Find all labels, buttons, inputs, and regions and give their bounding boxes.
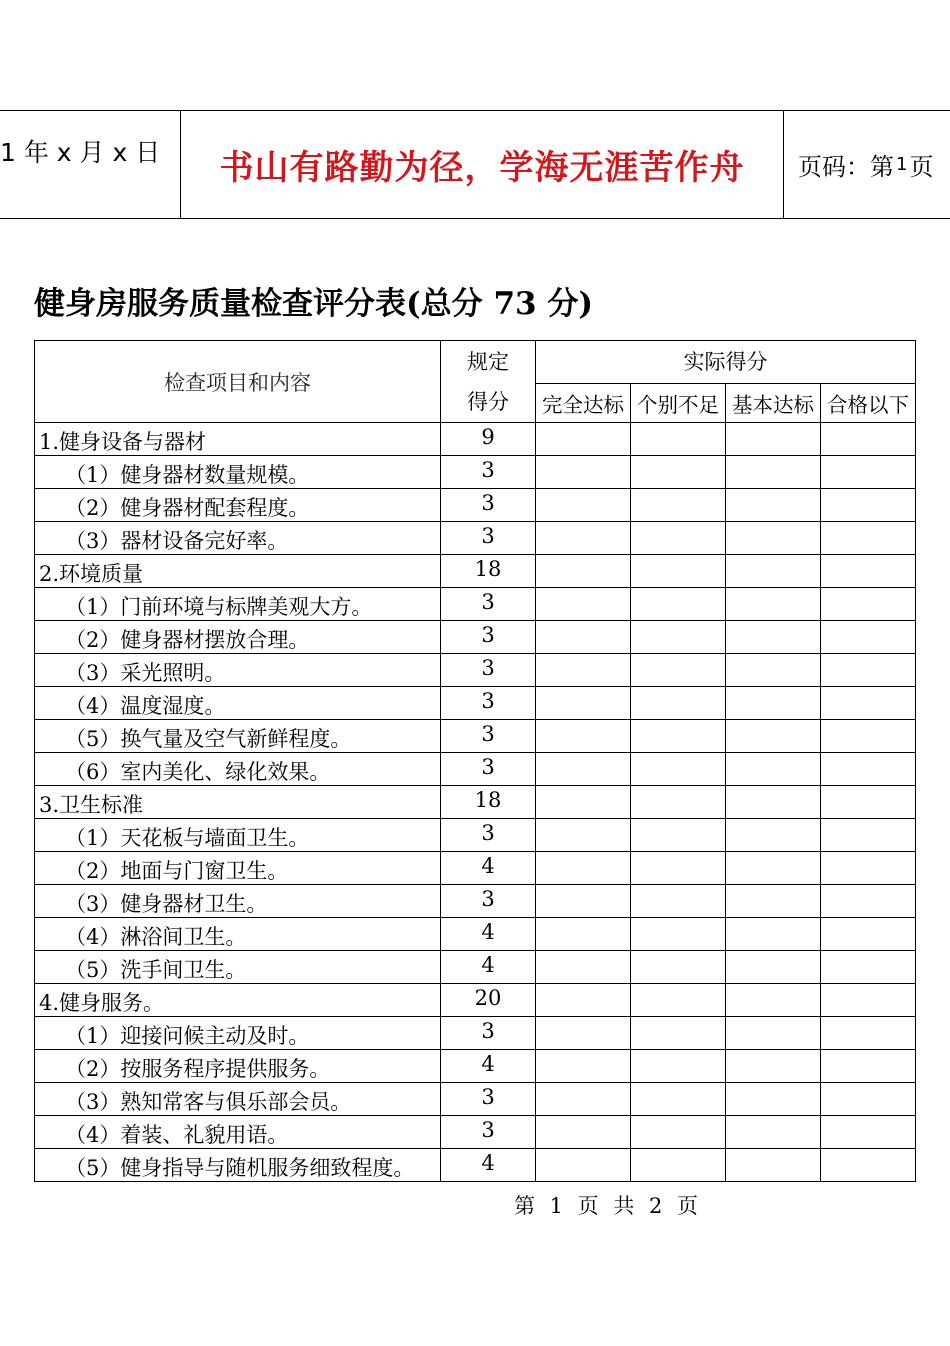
score-cell[interactable]: [536, 555, 631, 588]
table-row: [35, 456, 916, 489]
score-cell[interactable]: [536, 885, 631, 918]
score-cell[interactable]: [821, 489, 916, 522]
score-table: [34, 340, 916, 1182]
table-row: [35, 852, 916, 885]
table-row: [35, 1116, 916, 1149]
score-cell[interactable]: [631, 522, 726, 555]
row-item-label: 3.卫生标准: [35, 786, 441, 819]
table-row: [35, 819, 916, 852]
table-row: [35, 588, 916, 621]
table-row: [35, 489, 916, 522]
score-cell[interactable]: [726, 555, 821, 588]
score-cell[interactable]: [536, 786, 631, 819]
score-cell[interactable]: [536, 1116, 631, 1149]
page-header: [0, 110, 950, 219]
score-cell[interactable]: [631, 423, 726, 456]
score-cell[interactable]: [536, 1017, 631, 1050]
score-cell[interactable]: [821, 852, 916, 885]
score-cell[interactable]: [631, 885, 726, 918]
score-cell[interactable]: [631, 1149, 726, 1182]
table-row: [35, 885, 916, 918]
score-cell[interactable]: [631, 852, 726, 885]
score-cell[interactable]: [536, 753, 631, 786]
score-cell[interactable]: [821, 720, 916, 753]
score-cell[interactable]: [536, 621, 631, 654]
row-points: 3: [441, 456, 536, 489]
score-cell[interactable]: [726, 654, 821, 687]
row-points: 4: [441, 1149, 536, 1182]
row-item-label: 4.健身服务。: [35, 984, 441, 1017]
score-cell[interactable]: [726, 984, 821, 1017]
score-cell[interactable]: [821, 984, 916, 1017]
score-cell[interactable]: [631, 1083, 726, 1116]
row-points: 3: [441, 687, 536, 720]
table-row: [35, 423, 916, 456]
score-cell[interactable]: [631, 984, 726, 1017]
document-title: 健身房服务质量检查评分表(总分 73 分): [34, 286, 594, 322]
score-cell[interactable]: [631, 654, 726, 687]
row-item-label: （4）淋浴间卫生。: [35, 918, 441, 951]
row-points: 3: [441, 1083, 536, 1116]
row-item-label: 2.环境质量: [35, 555, 441, 588]
header-minor-shortfall: 个别不足: [631, 384, 726, 423]
score-cell[interactable]: [631, 621, 726, 654]
score-cell[interactable]: [536, 1050, 631, 1083]
score-cell[interactable]: [821, 588, 916, 621]
row-points: 3: [441, 621, 536, 654]
row-item-label: （5）洗手间卫生。: [35, 951, 441, 984]
row-item-label: （5）健身指导与随机服务细致程度。: [35, 1149, 441, 1182]
table-row: [35, 753, 916, 786]
score-cell[interactable]: [726, 852, 821, 885]
table-row: [35, 621, 916, 654]
table-row: [35, 1149, 916, 1182]
score-cell[interactable]: [821, 1050, 916, 1083]
score-cell[interactable]: [821, 522, 916, 555]
score-cell[interactable]: [536, 654, 631, 687]
row-points: 20: [441, 984, 536, 1017]
score-cell[interactable]: [726, 456, 821, 489]
score-cell[interactable]: [631, 1116, 726, 1149]
table-row: [35, 1083, 916, 1116]
header-fully-met: 完全达标: [536, 384, 631, 423]
score-cell[interactable]: [726, 687, 821, 720]
score-cell[interactable]: [821, 1017, 916, 1050]
table-row: [35, 918, 916, 951]
row-points: 3: [441, 522, 536, 555]
score-cell[interactable]: [821, 786, 916, 819]
header-below-standard: 合格以下: [821, 384, 916, 423]
score-cell[interactable]: [536, 687, 631, 720]
page-num: 1: [896, 154, 908, 175]
score-cell[interactable]: [821, 654, 916, 687]
score-cell[interactable]: [631, 951, 726, 984]
table-row: [35, 555, 916, 588]
score-cell[interactable]: [726, 885, 821, 918]
score-cell[interactable]: [536, 588, 631, 621]
score-cell[interactable]: [536, 489, 631, 522]
score-cell[interactable]: [631, 489, 726, 522]
row-points: 3: [441, 489, 536, 522]
row-item-label: （4）着装、礼貌用语。: [35, 1116, 441, 1149]
score-cell[interactable]: [726, 753, 821, 786]
table-row: [35, 687, 916, 720]
header-motto: 书山有路勤为径，学海无涯苦作舟: [219, 148, 745, 188]
row-item-label: （5）换气量及空气新鲜程度。: [35, 720, 441, 753]
score-cell[interactable]: [631, 720, 726, 753]
score-cell[interactable]: [536, 1083, 631, 1116]
score-cell[interactable]: [726, 819, 821, 852]
header-points-line2: 得分: [467, 389, 509, 414]
header-points-column: [441, 341, 536, 423]
table-row: [35, 786, 916, 819]
score-cell[interactable]: [536, 456, 631, 489]
row-points: 4: [441, 951, 536, 984]
score-cell[interactable]: [821, 621, 916, 654]
score-cell[interactable]: [726, 423, 821, 456]
score-cell[interactable]: [726, 918, 821, 951]
score-cell[interactable]: [726, 1116, 821, 1149]
score-cell[interactable]: [631, 786, 726, 819]
row-points: 3: [441, 720, 536, 753]
row-item-label: （2）健身器材配套程度。: [35, 489, 441, 522]
row-points: 3: [441, 654, 536, 687]
score-cell[interactable]: [631, 1050, 726, 1083]
row-points: 4: [441, 918, 536, 951]
row-points: 4: [441, 852, 536, 885]
row-points: 9: [441, 423, 536, 456]
score-cell[interactable]: [536, 720, 631, 753]
row-points: 18: [441, 555, 536, 588]
score-cell[interactable]: [821, 753, 916, 786]
score-cell[interactable]: [631, 588, 726, 621]
row-item-label: （1）健身器材数量规模。: [35, 456, 441, 489]
score-cell[interactable]: [821, 687, 916, 720]
row-item-label: 1.健身设备与器材: [35, 423, 441, 456]
table-row: [35, 1017, 916, 1050]
score-cell[interactable]: [726, 588, 821, 621]
score-cell[interactable]: [536, 951, 631, 984]
score-cell[interactable]: [726, 1083, 821, 1116]
table-row: [35, 1050, 916, 1083]
score-cell[interactable]: [821, 456, 916, 489]
row-item-label: （3）熟知常客与俱乐部会员。: [35, 1083, 441, 1116]
score-cell[interactable]: [821, 1116, 916, 1149]
page-label: 页码：第: [798, 153, 894, 181]
row-item-label: （2）健身器材摆放合理。: [35, 621, 441, 654]
row-item-label: （2）按服务程序提供服务。: [35, 1050, 441, 1083]
score-cell[interactable]: [631, 687, 726, 720]
row-item-label: （2）地面与门窗卫生。: [35, 852, 441, 885]
score-cell[interactable]: [536, 984, 631, 1017]
score-cell[interactable]: [536, 1149, 631, 1182]
table-row: [35, 984, 916, 1017]
row-item-label: （6）室内美化、绿化效果。: [35, 753, 441, 786]
score-cell[interactable]: [536, 852, 631, 885]
header-date: 1 年 x 月 x 日: [0, 137, 161, 167]
header-points-line1: 规定: [467, 349, 509, 374]
score-cell[interactable]: [631, 753, 726, 786]
row-item-label: （1）天花板与墙面卫生。: [35, 819, 441, 852]
header-basically-met: 基本达标: [726, 384, 821, 423]
score-cell[interactable]: [726, 720, 821, 753]
score-cell[interactable]: [726, 951, 821, 984]
table-row: [35, 654, 916, 687]
score-cell[interactable]: [536, 918, 631, 951]
score-cell[interactable]: [821, 819, 916, 852]
table-row: [35, 522, 916, 555]
score-cell[interactable]: [726, 621, 821, 654]
header-actual-score: 实际得分: [536, 341, 916, 384]
row-points: 3: [441, 1017, 536, 1050]
row-item-label: （1）门前环境与标牌美观大方。: [35, 588, 441, 621]
score-cell[interactable]: [536, 522, 631, 555]
table-row: [35, 720, 916, 753]
score-cell[interactable]: [726, 786, 821, 819]
row-item-label: （4）温度湿度。: [35, 687, 441, 720]
score-cell[interactable]: [726, 1050, 821, 1083]
score-cell[interactable]: [821, 423, 916, 456]
score-cell[interactable]: [726, 522, 821, 555]
score-cell[interactable]: [821, 951, 916, 984]
row-points: 4: [441, 1050, 536, 1083]
row-item-label: （3）器材设备完好率。: [35, 522, 441, 555]
row-points: 3: [441, 1116, 536, 1149]
row-points: 18: [441, 786, 536, 819]
header-item-column: 检查项目和内容: [35, 341, 441, 423]
score-cell[interactable]: [726, 489, 821, 522]
score-cell[interactable]: [631, 555, 726, 588]
score-cell[interactable]: [821, 1083, 916, 1116]
score-cell[interactable]: [726, 1149, 821, 1182]
score-cell[interactable]: [821, 555, 916, 588]
score-cell[interactable]: [631, 456, 726, 489]
score-cell[interactable]: [536, 423, 631, 456]
row-points: 3: [441, 819, 536, 852]
row-points: 3: [441, 588, 536, 621]
score-cell[interactable]: [631, 1017, 726, 1050]
row-item-label: （1）迎接问候主动及时。: [35, 1017, 441, 1050]
score-cell[interactable]: [821, 1149, 916, 1182]
row-item-label: （3）健身器材卫生。: [35, 885, 441, 918]
row-points: 3: [441, 753, 536, 786]
score-cell[interactable]: [821, 918, 916, 951]
table-row: [35, 951, 916, 984]
page-unit: 页: [909, 153, 934, 181]
score-cell[interactable]: [631, 819, 726, 852]
score-cell[interactable]: [631, 918, 726, 951]
score-cell[interactable]: [536, 819, 631, 852]
row-points: 3: [441, 885, 536, 918]
page-footer: 第 1 页 共 2 页: [513, 1194, 699, 1218]
score-cell[interactable]: [726, 1017, 821, 1050]
header-page-number: [798, 111, 933, 218]
header-divider: [783, 111, 784, 218]
row-item-label: （3）采光照明。: [35, 654, 441, 687]
score-cell[interactable]: [821, 885, 916, 918]
